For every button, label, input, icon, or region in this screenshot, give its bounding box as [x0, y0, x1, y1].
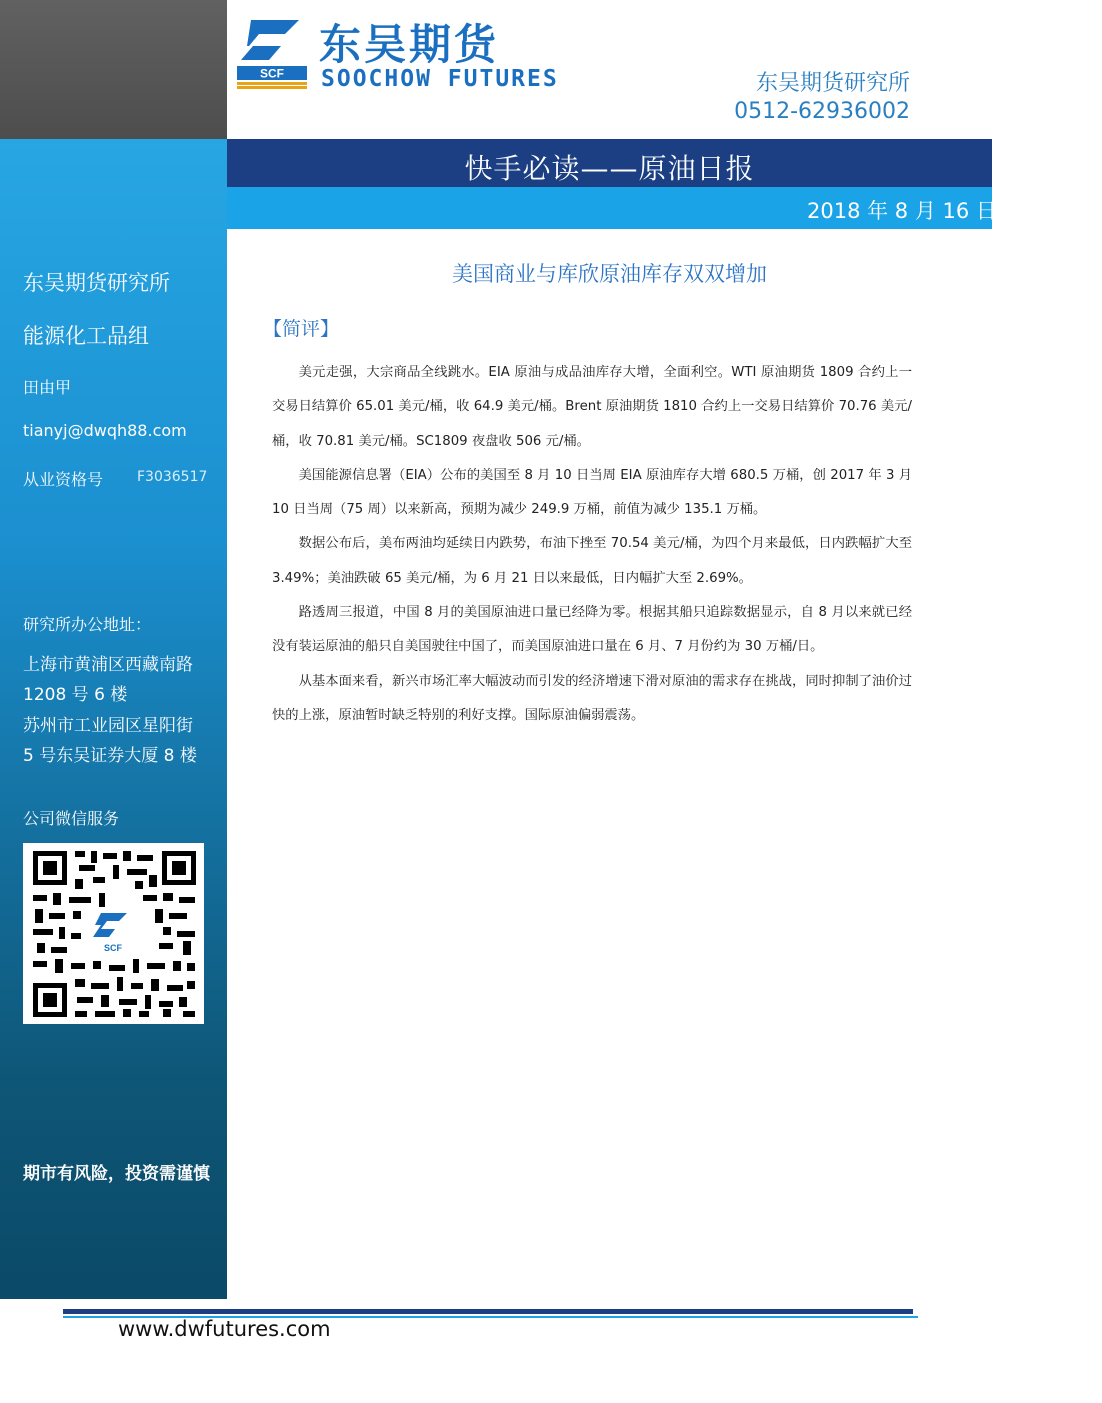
- address-label: 研究所办公地址：: [23, 615, 152, 634]
- company-logo-cn: 东吴期货: [319, 20, 500, 69]
- sidebar-org: 东吴期货研究所: [23, 271, 170, 295]
- qr-code-icon: [23, 843, 204, 1024]
- analyst-name: 田由甲: [23, 378, 72, 397]
- wechat-qr-code[interactable]: [23, 843, 204, 1024]
- soochow-logo-icon: [237, 16, 307, 90]
- report-date: 2018 年 8 月 16 日（星期四）: [807, 199, 1102, 223]
- address-line: 上海市黄浦区西藏南路: [23, 655, 193, 675]
- address-line: 苏州市工业园区星阳街: [23, 716, 193, 736]
- address-line: 1208 号 6 楼: [23, 685, 128, 705]
- article-paragraph: 数据公布后，美布两油均延续日内跌势，布油下挫至 70.54 美元/桶，为四个月来最低，日内跌幅扩大至 3.49%；美油跌破 65 美元/桶，为 6 月 21 日以来最低，日内幅扩大至 2.69%。: [272, 536, 912, 586]
- article-paragraph: 路透周三报道，中国 8 月的美国原油进口量已经降为零。根据其船只追踪数据显示，自 8 月以来就已经没有装运原油的船只自美国驶往中国了，而美国原油进口量在 6 月、7 月份约为 30 万桶/日。: [272, 605, 912, 655]
- article-paragraph: 美元走强，大宗商品全线跳水。EIA 原油与成品油库存大增，全面利空。WTI 原油期货 1809 合约上一交易日结算价 65.01 美元/桶，收 64.9 美元/桶。Brent 原油期货 1810 合约上一交易日结算价 70.76 美元/桶，收 70.81 美元/桶。SC1809 夜盘收 506 元/桶。: [272, 365, 912, 449]
- date-bar: [227, 187, 1102, 229]
- report-title: 快手必读——原油日报: [464, 152, 755, 185]
- section-label: 【简评】: [263, 318, 340, 340]
- institute-phone: 0512-62936002: [734, 99, 910, 124]
- sidebar-group: 能源化工品组: [23, 324, 149, 348]
- sidebar: [0, 139, 227, 1299]
- analyst-email: tianyj@dwqh88.com: [23, 421, 187, 440]
- company-logo-en: SOOCHOW FUTURES: [321, 66, 559, 92]
- article-headline: 美国商业与库欣原油库存双双增加: [452, 262, 767, 286]
- wechat-label: 公司微信服务: [23, 809, 120, 828]
- address-line: 5 号东吴证券大厦 8 楼: [23, 746, 197, 766]
- title-bar: [227, 139, 992, 187]
- article-body: [272, 356, 912, 733]
- institute-name: 东吴期货研究所: [755, 71, 910, 96]
- website-link[interactable]: www.dwfutures.com: [118, 1317, 331, 1341]
- qr-logo-text: SCF: [104, 943, 122, 953]
- license-number: F3036517: [137, 469, 208, 485]
- article-paragraph: 美国能源信息署（EIA）公布的美国至 8 月 10 日当周 EIA 原油库存大增 680.5 万桶，创 2017 年 3 月 10 日当周（75 周）以来新高，预期为减少 249.9 万桶，前值为减少 135.1 万桶。: [272, 467, 912, 518]
- logo-mark-text: SCF: [260, 66, 284, 81]
- footer-divider: [63, 1309, 913, 1314]
- header-gray-block: [0, 0, 227, 139]
- article-paragraph: 从基本面来看，新兴市场汇率大幅波动而引发的经济增速下滑对原油的需求存在挑战，同时抑制了油价过快的上涨，原油暂时缺乏特别的利好支撑。国际原油偏弱震荡。: [272, 673, 912, 723]
- license-label: 从业资格号: [23, 470, 104, 489]
- risk-warning: 期市有风险，投资需谨慎: [23, 1164, 210, 1184]
